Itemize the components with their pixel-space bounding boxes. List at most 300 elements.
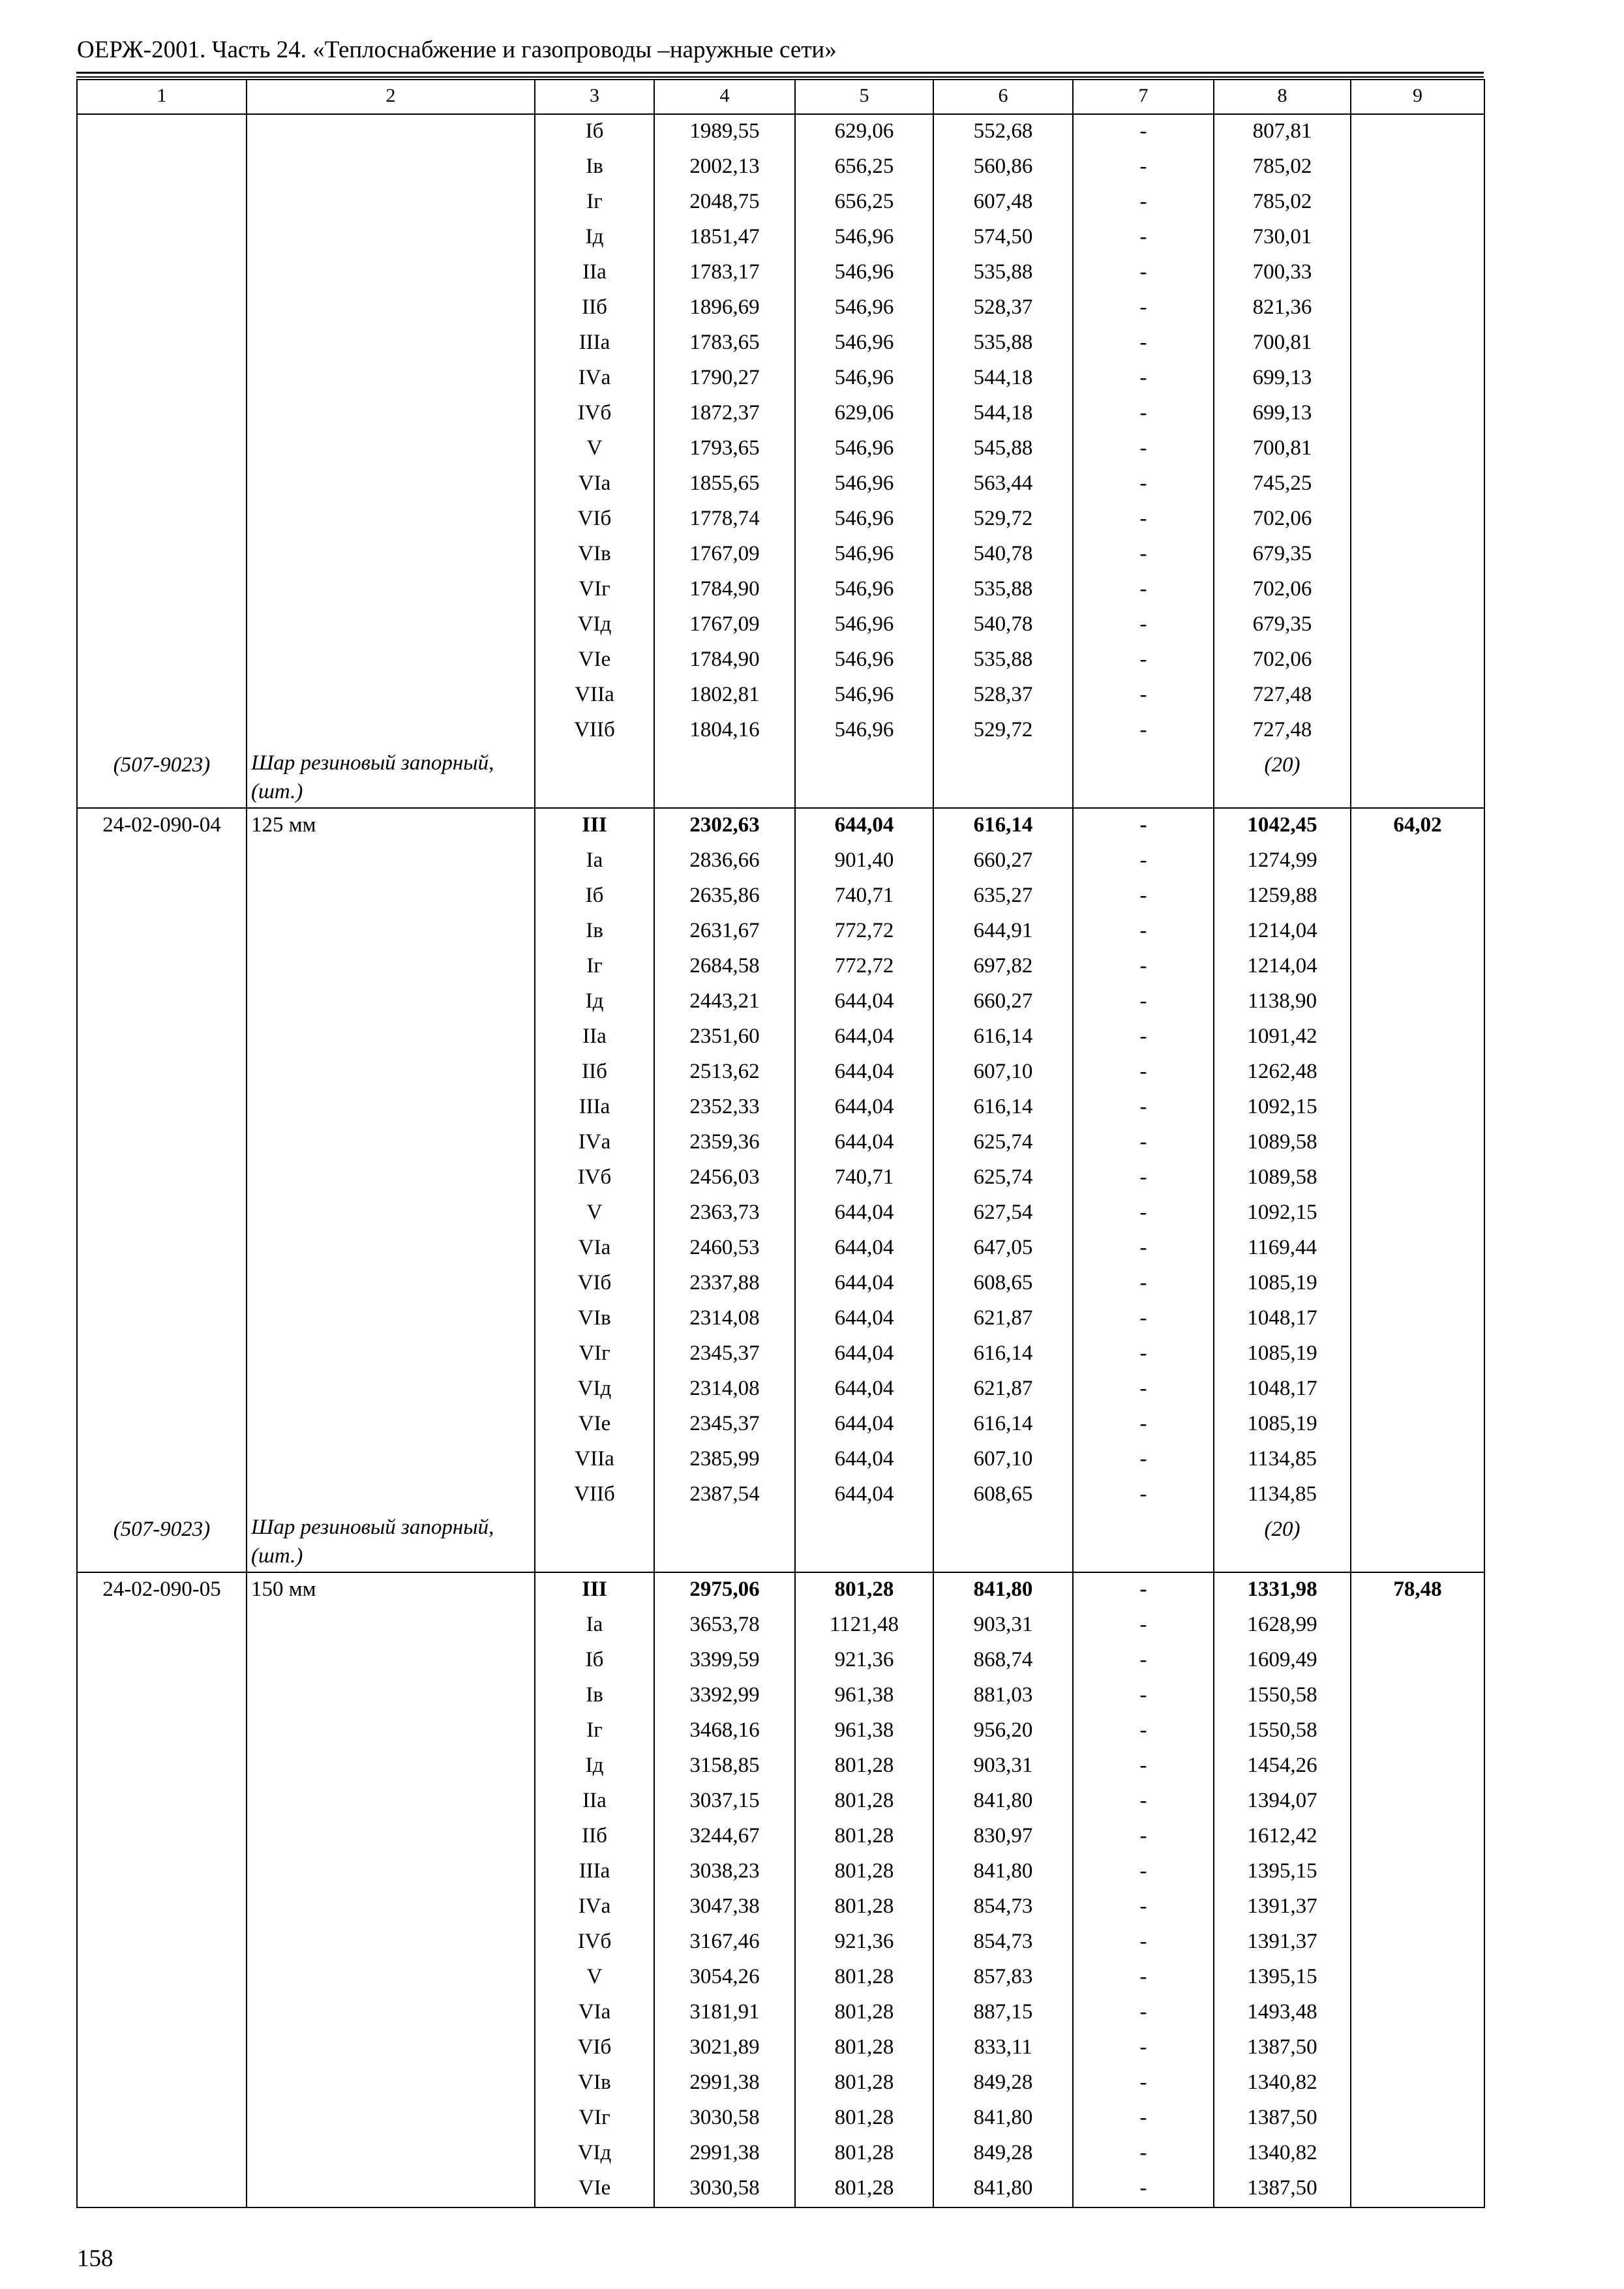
machine-cost: 545,88 xyxy=(933,432,1073,467)
labor-cost: 546,96 xyxy=(795,608,933,643)
zone-label: VIб xyxy=(535,1266,654,1302)
direct-cost: 2314,08 xyxy=(654,1372,795,1407)
operator-wage: - xyxy=(1073,950,1214,985)
column-number: 5 xyxy=(795,80,933,114)
machine-cost: 528,37 xyxy=(933,678,1073,713)
labor-cost: 644,04 xyxy=(795,808,933,844)
rate-code: 24-02-090-05 xyxy=(77,1572,247,1608)
direct-cost: 1793,65 xyxy=(654,432,795,467)
direct-cost: 1767,09 xyxy=(654,537,795,573)
material-cost: 700,33 xyxy=(1214,256,1351,291)
machine-cost: 616,14 xyxy=(933,808,1073,844)
work-name xyxy=(247,1679,535,1714)
work-name xyxy=(247,150,535,185)
work-name xyxy=(247,1337,535,1372)
machine-cost: 644,91 xyxy=(933,914,1073,950)
machine-cost: 621,87 xyxy=(933,1302,1073,1337)
material-qty: (20) xyxy=(1214,1513,1351,1572)
rate-code xyxy=(77,2066,247,2101)
work-name xyxy=(247,879,535,914)
zone-label: VIIб xyxy=(535,713,654,749)
material-cost: 1089,58 xyxy=(1214,1161,1351,1196)
direct-cost: 2002,13 xyxy=(654,150,795,185)
rate-code xyxy=(77,537,247,573)
header-rule xyxy=(76,72,1484,74)
empty-cell xyxy=(535,1513,654,1572)
rate-code xyxy=(77,1996,247,2031)
rate-code xyxy=(77,608,247,643)
direct-cost: 1767,09 xyxy=(654,608,795,643)
labor-cost: 772,72 xyxy=(795,950,933,985)
labor-cost: 740,71 xyxy=(795,879,933,914)
labor-cost: 546,96 xyxy=(795,256,933,291)
rate-code xyxy=(77,502,247,537)
machine-cost: 627,54 xyxy=(933,1196,1073,1231)
zone-label: VIд xyxy=(535,2136,654,2172)
operator-wage: - xyxy=(1073,537,1214,573)
operator-wage: - xyxy=(1073,713,1214,749)
labor-cost: 644,04 xyxy=(795,1231,933,1266)
work-name xyxy=(247,2136,535,2172)
work-name xyxy=(247,678,535,713)
labor-hours xyxy=(1351,1055,1484,1090)
rate-code xyxy=(77,150,247,185)
labor-cost: 644,04 xyxy=(795,1196,933,1231)
labor-cost: 546,96 xyxy=(795,326,933,361)
rate-code xyxy=(77,1608,247,1643)
labor-cost: 546,96 xyxy=(795,220,933,256)
machine-cost: 660,27 xyxy=(933,844,1073,879)
rate-code xyxy=(77,1855,247,1890)
material-cost: 1092,15 xyxy=(1214,1090,1351,1126)
labor-hours xyxy=(1351,713,1484,749)
rate-code xyxy=(77,1925,247,1960)
table-row xyxy=(77,537,1484,573)
work-name xyxy=(247,1302,535,1337)
table-row xyxy=(77,502,1484,537)
rate-code xyxy=(77,1819,247,1855)
machine-cost: 616,14 xyxy=(933,1090,1073,1126)
work-name xyxy=(247,1055,535,1090)
labor-hours xyxy=(1351,361,1484,396)
labor-cost: 644,04 xyxy=(795,1443,933,1478)
labor-hours xyxy=(1351,1090,1484,1126)
table-row xyxy=(77,2066,1484,2101)
rate-code xyxy=(77,1161,247,1196)
rate-code xyxy=(77,396,247,432)
material-cost: 1628,99 xyxy=(1214,1608,1351,1643)
direct-cost: 1855,65 xyxy=(654,467,795,502)
table-row xyxy=(77,185,1484,220)
zone-label: VIа xyxy=(535,1996,654,2031)
operator-wage: - xyxy=(1073,608,1214,643)
direct-cost: 1872,37 xyxy=(654,396,795,432)
machine-cost: 552,68 xyxy=(933,114,1073,150)
table-row xyxy=(77,1231,1484,1266)
direct-cost: 2351,60 xyxy=(654,1020,795,1055)
table-row xyxy=(77,713,1484,749)
table-row xyxy=(77,1819,1484,1855)
labor-cost: 644,04 xyxy=(795,1126,933,1161)
rate-code xyxy=(77,1784,247,1819)
labor-cost: 546,96 xyxy=(795,537,933,573)
material-cost: 727,48 xyxy=(1214,678,1351,713)
work-name xyxy=(247,114,535,150)
rate-code: 24-02-090-04 xyxy=(77,808,247,844)
rate-code xyxy=(77,114,247,150)
rate-code xyxy=(77,713,247,749)
direct-cost: 3158,85 xyxy=(654,1749,795,1784)
zone-label: IVб xyxy=(535,1161,654,1196)
material-cost: 1259,88 xyxy=(1214,879,1351,914)
rate-code xyxy=(77,1749,247,1784)
material-cost: 730,01 xyxy=(1214,220,1351,256)
operator-wage: - xyxy=(1073,220,1214,256)
zone-label: V xyxy=(535,432,654,467)
zone-label: VIд xyxy=(535,1372,654,1407)
labor-hours xyxy=(1351,1925,1484,1960)
machine-cost: 529,72 xyxy=(933,713,1073,749)
rate-code xyxy=(77,1196,247,1231)
labor-cost: 644,04 xyxy=(795,1020,933,1055)
direct-cost: 2513,62 xyxy=(654,1055,795,1090)
rate-code xyxy=(77,1302,247,1337)
work-name xyxy=(247,1478,535,1513)
work-name xyxy=(247,1996,535,2031)
labor-hours xyxy=(1351,1608,1484,1643)
table-row xyxy=(77,114,1484,150)
labor-cost: 546,96 xyxy=(795,467,933,502)
zone-label: IIIа xyxy=(535,326,654,361)
material-cost: 1612,42 xyxy=(1214,1819,1351,1855)
empty-cell xyxy=(795,1513,933,1572)
labor-hours xyxy=(1351,1407,1484,1443)
table-row xyxy=(77,1090,1484,1126)
labor-hours xyxy=(1351,220,1484,256)
zone-label: VIв xyxy=(535,2066,654,2101)
table-row xyxy=(77,1608,1484,1643)
labor-hours xyxy=(1351,1266,1484,1302)
empty-cell xyxy=(535,749,654,808)
direct-cost: 2314,08 xyxy=(654,1302,795,1337)
operator-wage: - xyxy=(1073,467,1214,502)
direct-cost: 1896,69 xyxy=(654,291,795,326)
table-row xyxy=(77,2136,1484,2172)
machine-cost: 868,74 xyxy=(933,1643,1073,1679)
machine-cost: 660,27 xyxy=(933,985,1073,1020)
operator-wage: - xyxy=(1073,1608,1214,1643)
labor-hours xyxy=(1351,2031,1484,2066)
empty-cell xyxy=(1073,1513,1214,1572)
rate-code xyxy=(77,2172,247,2207)
rate-code xyxy=(77,1890,247,1925)
rate-code xyxy=(77,326,247,361)
labor-hours xyxy=(1351,2101,1484,2136)
labor-cost: 644,04 xyxy=(795,1372,933,1407)
zone-label: IVа xyxy=(535,361,654,396)
operator-wage: - xyxy=(1073,985,1214,1020)
direct-cost: 2345,37 xyxy=(654,1407,795,1443)
rate-code xyxy=(77,844,247,879)
material-cost: 699,13 xyxy=(1214,396,1351,432)
rate-code xyxy=(77,220,247,256)
direct-cost: 2460,53 xyxy=(654,1231,795,1266)
material-cost: 1493,48 xyxy=(1214,1996,1351,2031)
material-cost: 1274,99 xyxy=(1214,844,1351,879)
machine-cost: 607,48 xyxy=(933,185,1073,220)
column-number-row xyxy=(77,80,1484,114)
material-cost: 1454,26 xyxy=(1214,1749,1351,1784)
direct-cost: 1804,16 xyxy=(654,713,795,749)
work-name xyxy=(247,2066,535,2101)
zone-label: VIе xyxy=(535,1407,654,1443)
labor-cost: 740,71 xyxy=(795,1161,933,1196)
empty-cell xyxy=(654,1513,795,1572)
empty-cell xyxy=(1351,749,1484,808)
direct-cost: 3399,59 xyxy=(654,1643,795,1679)
zone-label: Iд xyxy=(535,985,654,1020)
zone-label: VIг xyxy=(535,1337,654,1372)
material-cost: 679,35 xyxy=(1214,608,1351,643)
rate-code xyxy=(77,185,247,220)
labor-hours xyxy=(1351,467,1484,502)
material-cost: 700,81 xyxy=(1214,432,1351,467)
work-name xyxy=(247,1090,535,1126)
labor-cost: 921,36 xyxy=(795,1925,933,1960)
operator-wage: - xyxy=(1073,1161,1214,1196)
labor-hours: 78,48 xyxy=(1351,1572,1484,1608)
table-row xyxy=(77,1925,1484,1960)
zone-label: Iв xyxy=(535,150,654,185)
direct-cost: 3167,46 xyxy=(654,1925,795,1960)
work-name: 125 мм xyxy=(247,808,535,844)
labor-hours xyxy=(1351,2066,1484,2101)
labor-cost: 546,96 xyxy=(795,291,933,326)
machine-cost: 608,65 xyxy=(933,1478,1073,1513)
machine-cost: 830,97 xyxy=(933,1819,1073,1855)
work-name xyxy=(247,256,535,291)
work-name xyxy=(247,1714,535,1749)
work-name xyxy=(247,1372,535,1407)
machine-cost: 854,73 xyxy=(933,1925,1073,1960)
direct-cost: 3244,67 xyxy=(654,1819,795,1855)
zone-label: Iв xyxy=(535,914,654,950)
operator-wage: - xyxy=(1073,1090,1214,1126)
work-name xyxy=(247,220,535,256)
operator-wage: - xyxy=(1073,1819,1214,1855)
zone-label: IVб xyxy=(535,1925,654,1960)
work-name xyxy=(247,502,535,537)
table-row xyxy=(77,1161,1484,1196)
machine-cost: 528,37 xyxy=(933,291,1073,326)
material-cost: 702,06 xyxy=(1214,573,1351,608)
operator-wage: - xyxy=(1073,1055,1214,1090)
labor-cost: 644,04 xyxy=(795,1090,933,1126)
labor-hours xyxy=(1351,256,1484,291)
page-header: ОЕРЖ-2001. Часть 24. «Теплоснабжение и газопроводы –наружные сети» xyxy=(77,37,837,63)
machine-cost: 887,15 xyxy=(933,1996,1073,2031)
material-cost: 700,81 xyxy=(1214,326,1351,361)
direct-cost: 1783,65 xyxy=(654,326,795,361)
zone-label: VIб xyxy=(535,502,654,537)
machine-cost: 625,74 xyxy=(933,1126,1073,1161)
rate-code xyxy=(77,467,247,502)
rate-code xyxy=(77,1231,247,1266)
labor-cost: 644,04 xyxy=(795,1302,933,1337)
machine-cost: 529,72 xyxy=(933,502,1073,537)
zone-label: VIIа xyxy=(535,678,654,713)
machine-cost: 841,80 xyxy=(933,1784,1073,1819)
table-row xyxy=(77,326,1484,361)
material-cost: 1391,37 xyxy=(1214,1925,1351,1960)
table-row xyxy=(77,914,1484,950)
machine-cost: 607,10 xyxy=(933,1055,1073,1090)
material-cost: 745,25 xyxy=(1214,467,1351,502)
material-cost: 1214,04 xyxy=(1214,914,1351,950)
labor-cost: 961,38 xyxy=(795,1714,933,1749)
work-name xyxy=(247,2172,535,2207)
work-name xyxy=(247,467,535,502)
work-name xyxy=(247,1020,535,1055)
zone-label: IIб xyxy=(535,1055,654,1090)
table-row xyxy=(77,1055,1484,1090)
labor-cost: 801,28 xyxy=(795,2172,933,2207)
operator-wage: - xyxy=(1073,1020,1214,1055)
direct-cost: 2337,88 xyxy=(654,1266,795,1302)
labor-hours xyxy=(1351,1161,1484,1196)
direct-cost: 2443,21 xyxy=(654,985,795,1020)
zone-label: V xyxy=(535,1196,654,1231)
rate-code xyxy=(77,361,247,396)
work-name xyxy=(247,1126,535,1161)
operator-wage: - xyxy=(1073,1196,1214,1231)
labor-hours xyxy=(1351,950,1484,985)
machine-cost: 535,88 xyxy=(933,573,1073,608)
table-row xyxy=(77,1443,1484,1478)
operator-wage: - xyxy=(1073,256,1214,291)
zone-label: V xyxy=(535,1960,654,1996)
table-row xyxy=(77,1478,1484,1513)
direct-cost: 2975,06 xyxy=(654,1572,795,1608)
labor-hours xyxy=(1351,1855,1484,1890)
labor-cost: 546,96 xyxy=(795,432,933,467)
material-cost: 679,35 xyxy=(1214,537,1351,573)
operator-wage: - xyxy=(1073,2101,1214,2136)
zone-label: IIа xyxy=(535,1020,654,1055)
material-cost: 785,02 xyxy=(1214,150,1351,185)
labor-hours xyxy=(1351,643,1484,678)
table-row xyxy=(77,1749,1484,1784)
direct-cost: 1851,47 xyxy=(654,220,795,256)
zone-label: IIб xyxy=(535,291,654,326)
labor-hours xyxy=(1351,1478,1484,1513)
material-cost: 1262,48 xyxy=(1214,1055,1351,1090)
table-row xyxy=(77,643,1484,678)
direct-cost: 3030,58 xyxy=(654,2101,795,2136)
direct-cost: 2836,66 xyxy=(654,844,795,879)
empty-cell xyxy=(933,749,1073,808)
table-row xyxy=(77,985,1484,1020)
zone-label: III xyxy=(535,1572,654,1608)
direct-cost: 2387,54 xyxy=(654,1478,795,1513)
table-row xyxy=(77,361,1484,396)
material-cost: 807,81 xyxy=(1214,114,1351,150)
direct-cost: 2631,67 xyxy=(654,914,795,950)
labor-hours xyxy=(1351,985,1484,1020)
material-cost: 1395,15 xyxy=(1214,1960,1351,1996)
zone-label: VIIа xyxy=(535,1443,654,1478)
machine-cost: 535,88 xyxy=(933,643,1073,678)
work-name xyxy=(247,1608,535,1643)
labor-hours xyxy=(1351,1443,1484,1478)
labor-hours xyxy=(1351,502,1484,537)
work-name xyxy=(247,844,535,879)
rate-code xyxy=(77,1372,247,1407)
direct-cost: 3037,15 xyxy=(654,1784,795,1819)
material-ref: (507-9023) xyxy=(77,1513,247,1572)
table-row xyxy=(77,220,1484,256)
labor-cost: 801,28 xyxy=(795,2101,933,2136)
operator-wage: - xyxy=(1073,1478,1214,1513)
operator-wage: - xyxy=(1073,185,1214,220)
direct-cost: 2345,37 xyxy=(654,1337,795,1372)
operator-wage: - xyxy=(1073,678,1214,713)
labor-hours xyxy=(1351,1372,1484,1407)
zone-label: VIа xyxy=(535,1231,654,1266)
table-row xyxy=(77,879,1484,914)
rate-code xyxy=(77,2101,247,2136)
zone-label: Iг xyxy=(535,185,654,220)
machine-cost: 841,80 xyxy=(933,1572,1073,1608)
column-number: 6 xyxy=(933,80,1073,114)
labor-hours xyxy=(1351,1679,1484,1714)
labor-cost: 644,04 xyxy=(795,985,933,1020)
work-name xyxy=(247,950,535,985)
operator-wage: - xyxy=(1073,1784,1214,1819)
operator-wage: - xyxy=(1073,1714,1214,1749)
work-name xyxy=(247,1890,535,1925)
operator-wage: - xyxy=(1073,879,1214,914)
labor-cost: 644,04 xyxy=(795,1055,933,1090)
labor-cost: 801,28 xyxy=(795,2136,933,2172)
machine-cost: 849,28 xyxy=(933,2066,1073,2101)
labor-cost: 656,25 xyxy=(795,185,933,220)
direct-cost: 3038,23 xyxy=(654,1855,795,1890)
table-row xyxy=(77,1372,1484,1407)
work-name xyxy=(247,1196,535,1231)
machine-cost: 833,11 xyxy=(933,2031,1073,2066)
zone-label: VIд xyxy=(535,608,654,643)
page-number: 158 xyxy=(77,2245,113,2272)
direct-cost: 1802,81 xyxy=(654,678,795,713)
labor-cost: 801,28 xyxy=(795,2031,933,2066)
material-cost: 1048,17 xyxy=(1214,1302,1351,1337)
labor-hours xyxy=(1351,326,1484,361)
labor-hours xyxy=(1351,1302,1484,1337)
direct-cost: 2991,38 xyxy=(654,2066,795,2101)
machine-cost: 544,18 xyxy=(933,396,1073,432)
zone-label: IVб xyxy=(535,396,654,432)
labor-cost: 801,28 xyxy=(795,1749,933,1784)
work-name xyxy=(247,326,535,361)
labor-cost: 801,28 xyxy=(795,1890,933,1925)
machine-cost: 574,50 xyxy=(933,220,1073,256)
labor-cost: 546,96 xyxy=(795,361,933,396)
table-row xyxy=(77,573,1484,608)
table-row xyxy=(77,1337,1484,1372)
direct-cost: 1784,90 xyxy=(654,573,795,608)
labor-hours xyxy=(1351,1890,1484,1925)
